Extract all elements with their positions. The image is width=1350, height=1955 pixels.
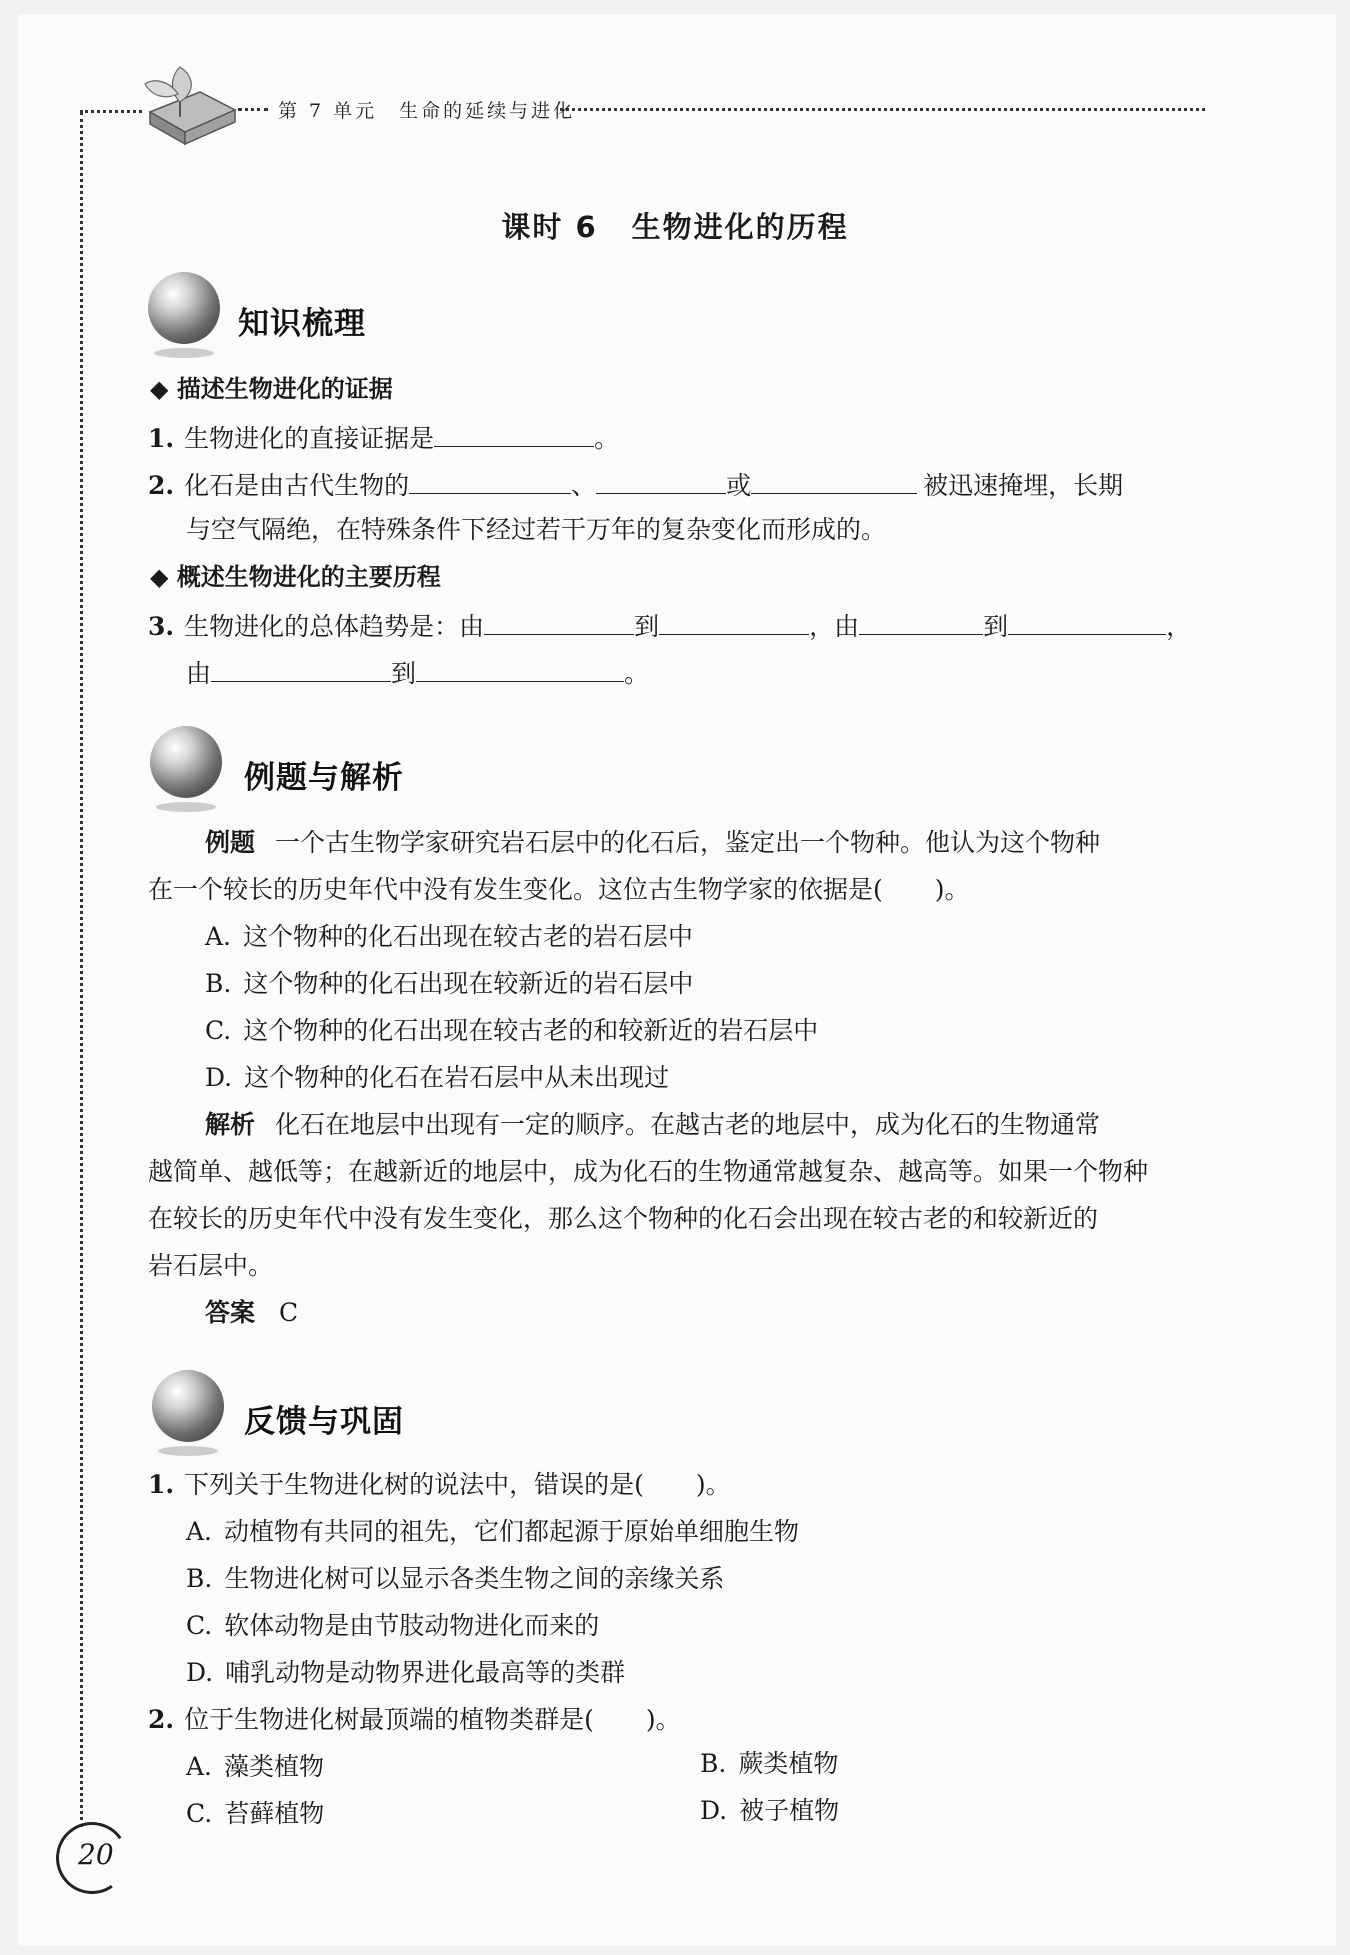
option-text: 藻类植物 bbox=[224, 1752, 325, 1781]
answer-blank[interactable] bbox=[1008, 608, 1166, 635]
option-label: D. bbox=[700, 1796, 728, 1825]
option-text: 哺乳动物是动物界进化最高等的类群 bbox=[225, 1658, 626, 1687]
globe-icon bbox=[148, 272, 220, 344]
option-text: 这个物种的化石出现在较古老的岩石层中 bbox=[243, 922, 694, 951]
subheading-evidence: ◆ 描述生物进化的证据 bbox=[150, 375, 393, 403]
option-label: D. bbox=[186, 1658, 214, 1687]
option-text: 苔藓植物 bbox=[224, 1799, 325, 1828]
margin-dotted-line bbox=[80, 112, 83, 1827]
header-unit: 第 7 单元 bbox=[278, 100, 378, 122]
question-3: 3. 生物进化的总体趋势是：由 到 ，由 到 ， bbox=[148, 608, 1191, 644]
option-d[interactable] bbox=[205, 1061, 669, 1095]
option-b[interactable] bbox=[186, 1562, 724, 1596]
analysis-line-4: 岩石层中。 bbox=[148, 1251, 274, 1280]
lesson-number: 课时 6 bbox=[501, 210, 598, 244]
analysis-line-2: 越简单、越低等；在越新近的地层中，成为化石的生物通常越复杂、越高等。如果一个物种 bbox=[148, 1157, 1149, 1186]
answer-blank[interactable] bbox=[751, 467, 917, 494]
running-header bbox=[278, 96, 597, 123]
answer-blank[interactable] bbox=[596, 467, 726, 494]
answer-blank[interactable] bbox=[211, 655, 391, 682]
section-heading-examples: 例题与解析 bbox=[244, 760, 404, 796]
question-2: 2. 化石是由古代生物的 、 或 被迅速掩埋，长期 bbox=[148, 467, 1123, 503]
option-label: A. bbox=[186, 1752, 213, 1781]
option-text: 被子植物 bbox=[739, 1796, 840, 1825]
answer-line bbox=[205, 1296, 298, 1330]
option-text: 蕨类植物 bbox=[738, 1749, 839, 1778]
answer-blank[interactable] bbox=[859, 608, 983, 635]
subheading-history: ◆ 概述生物进化的主要历程 bbox=[150, 563, 441, 591]
option-a[interactable] bbox=[186, 1515, 799, 1549]
header-dotted-line-right bbox=[560, 108, 1205, 111]
answer-blank[interactable] bbox=[409, 467, 571, 494]
option-label: B. bbox=[205, 969, 232, 998]
question-1: 1. 生物进化的直接证据是 。 bbox=[148, 420, 619, 456]
answer-value: C bbox=[279, 1298, 299, 1327]
lesson-name: 生物进化的历程 bbox=[631, 210, 849, 244]
option-c[interactable] bbox=[186, 1797, 324, 1831]
example-line-2: 在一个较长的历史年代中没有发生变化。这位古生物学家的依据是( )。 bbox=[148, 875, 970, 904]
header-dotted-line-left bbox=[80, 110, 142, 113]
answer-label: 答案 bbox=[205, 1298, 256, 1327]
answer-blank[interactable] bbox=[416, 655, 624, 682]
option-label: D. bbox=[205, 1063, 233, 1092]
question-2-cont: 与空气隔绝，在特殊条件下经过若干万年的复杂变化而形成的。 bbox=[186, 515, 887, 544]
example-line-1: 例题 一个古生物学家研究岩石层中的化石后，鉴定出一个物种。他认为这个物种 bbox=[205, 828, 1101, 857]
option-a[interactable] bbox=[186, 1750, 324, 1784]
option-b[interactable] bbox=[700, 1747, 838, 1781]
globe-icon bbox=[150, 726, 222, 798]
page-number: 20 bbox=[78, 1838, 114, 1871]
option-text: 这个物种的化石出现在较新近的岩石层中 bbox=[243, 969, 694, 998]
lesson-title bbox=[0, 205, 1350, 246]
option-label: A. bbox=[205, 922, 232, 951]
answer-blank[interactable] bbox=[659, 608, 809, 635]
option-a[interactable] bbox=[205, 920, 693, 954]
example-label: 例题 bbox=[205, 828, 256, 857]
option-d[interactable] bbox=[186, 1656, 625, 1690]
feedback-question-2: 2. 位于生物进化树最顶端的植物类群是( )。 bbox=[148, 1705, 681, 1734]
answer-blank[interactable] bbox=[484, 608, 634, 635]
option-d[interactable] bbox=[700, 1794, 839, 1828]
section-heading-knowledge: 知识梳理 bbox=[238, 306, 366, 342]
header-dotted-line-mid bbox=[238, 108, 268, 111]
option-label: A. bbox=[186, 1517, 213, 1546]
option-label: B. bbox=[186, 1564, 213, 1593]
option-text: 动植物有共同的祖先，它们都起源于原始单细胞生物 bbox=[224, 1517, 800, 1546]
header-unit-title: 生命的延续与进化 bbox=[399, 100, 576, 122]
option-c[interactable] bbox=[186, 1609, 599, 1643]
question-3-cont: 由 到 。 bbox=[186, 655, 649, 691]
option-text: 这个物种的化石出现在较古老的和较新近的岩石层中 bbox=[243, 1016, 819, 1045]
unit-logo-icon bbox=[140, 62, 240, 152]
diamond-bullet-icon: ◆ bbox=[150, 563, 177, 591]
diamond-bullet-icon: ◆ bbox=[150, 375, 177, 403]
option-b[interactable] bbox=[205, 967, 693, 1001]
option-text: 软体动物是由节肢动物进化而来的 bbox=[224, 1611, 600, 1640]
globe-icon bbox=[152, 1370, 224, 1442]
option-label: B. bbox=[700, 1749, 727, 1778]
option-text: 生物进化树可以显示各类生物之间的亲缘关系 bbox=[224, 1564, 725, 1593]
option-c[interactable] bbox=[205, 1014, 818, 1048]
option-label: C. bbox=[205, 1016, 232, 1045]
analysis-line-3: 在较长的历史年代中没有发生变化，那么这个物种的化石会出现在较古老的和较新近的 bbox=[148, 1204, 1099, 1233]
analysis-line-1: 解析 化石在地层中出现有一定的顺序。在越古老的地层中，成为化石的生物通常 bbox=[205, 1110, 1101, 1139]
option-text: 这个物种的化石在岩石层中从未出现过 bbox=[244, 1063, 670, 1092]
section-heading-feedback: 反馈与巩固 bbox=[244, 1404, 404, 1440]
answer-blank[interactable] bbox=[434, 420, 594, 447]
option-label: C. bbox=[186, 1799, 213, 1828]
option-label: C. bbox=[186, 1611, 213, 1640]
analysis-label: 解析 bbox=[205, 1110, 256, 1139]
feedback-question-1: 1. 下列关于生物进化树的说法中，错误的是( )。 bbox=[148, 1470, 731, 1499]
